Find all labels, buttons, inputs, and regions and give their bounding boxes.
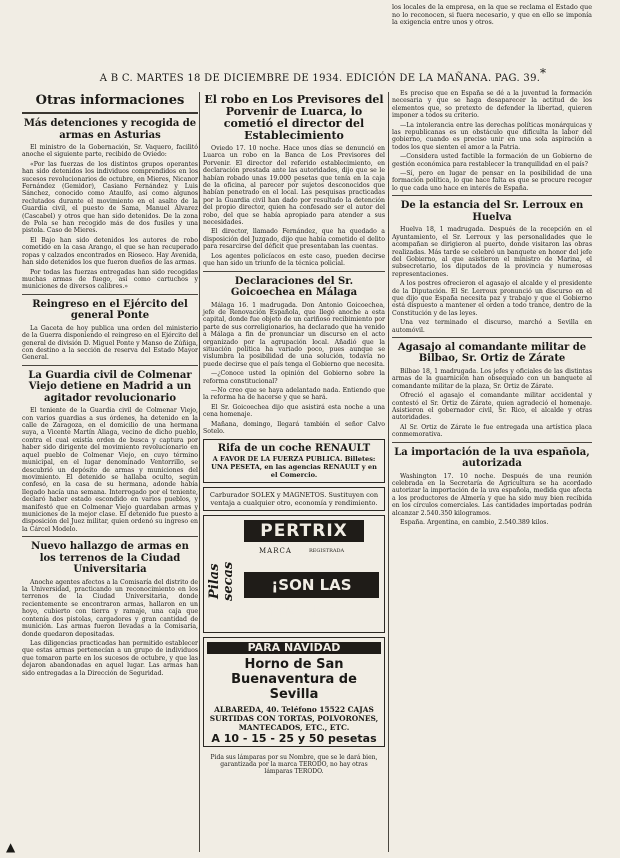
ad-side-text: Pilas secas bbox=[207, 561, 236, 602]
article-paragraph: Es preciso que en España se dé a la juventud la formación necesaria y que se haga desaparecer la actitud de los elementos que, so pretexto de defender la libertad, quieren imponer a todos su criterio. bbox=[392, 90, 592, 120]
ad-marca: MARCA bbox=[259, 547, 292, 556]
divider bbox=[392, 337, 592, 338]
article-paragraph: Los agentes policíacos en este caso, pueden decirse que han sido un triunfo de la técnica policial. bbox=[203, 252, 385, 268]
article-title: Nuevo hallazgo de armas en los terrenos de la Ciudad Universitaria bbox=[31, 541, 189, 576]
article-title: Declaraciones del Sr. Goicoechea en Málaga bbox=[230, 275, 358, 298]
column-3 bbox=[392, 90, 592, 528]
article-paragraph: Washington 17. 10 noche. Después de una reunión celebrada en la Secretaría de Agricultura se ha acordado autorizar la importación de la uva española, medida que afecta a los productores de Almería y que ha sido muy bien recibida en los círculos comerciales. Las cantidades importadas podrán alcanzar 2.540.350 kilogramos. bbox=[392, 472, 592, 517]
article-paragraph: Las diligencias practicadas han permitido establecer que estas armas pertenecían a un grupo de individuos que tomaron parte en los sucesos de octubre, y que las dejaron abandonadas en aquel lugar. Las armas han sido entregadas a la Dirección de Seguridad. bbox=[22, 639, 198, 677]
article-title: El robo en Los Previsores del Porvenir de Luarca, lo cometió el director del Establecimiento bbox=[204, 93, 384, 142]
column-1 bbox=[22, 90, 198, 679]
article-paragraph: —Considera usted factible la formación de un Gobierno de gestión económica para restablecer la tranquilidad en el país? bbox=[392, 153, 592, 168]
renault-raffle-ad bbox=[203, 439, 385, 483]
article-paragraph: El teniente de la Guardia civil de Colmenar Viejo, con varios guardias a sus órdenes, ha detenido en la calle de Zaragoza, en el domicilio de una hermana suya, a Vicente Martín Aliaga, vecino de dicho pueblo, contra el cual existía orden de busca y captura por haber sido dirigente del movimiento revolucionario en aquel pueblo de Colmenar Viejo, en cuyo término municipal, en el lugar denominado Ventorrillo, se descubrió un depósito de armas y municiones del movimiento. El detenido se hallaba oculto, según confesó, en la casa de su hermana, adonde había llegado hacía una semana. Interrogado por el teniente, declaró haber estado escondido en varios pueblos, y manifestó que en Colmenar Viejo guardaban armas y municiones de la mejor clase. El detenido fue puesto a disposición del Juez militar, quien ordenó su ingreso en la Cárcel Modelo. bbox=[22, 407, 198, 533]
article-paragraph: Huelva 18, 1 madrugada. Después de la recepción en el Ayuntamiento, el Sr. Lerroux y las personalidades que le acompañan se dirigieron al puerto, donde visitaron las obras realizadas. Más tarde se celebró un banquete en honor del jefe del Gobierno, al que asistieron el ministro de Marina, el subsecretario, los diputados de la provincia y numerosas representaciones. bbox=[392, 226, 592, 278]
corner-mark: ▲ bbox=[6, 840, 16, 854]
article-paragraph: La Gaceta de hoy publica una orden del ministerio de la Guerra disponiendo el reingreso en el Ejército del general de división D. Miguel Ponte y Manso de Zúñiga, con destino a la sección de reserva del Estado Mayor General. bbox=[22, 324, 198, 362]
article-paragraph: Bilbao 18, 1 madrugada. Los jefes y oficiales de las distintas armas de la guarnición han obsequiado con un banquete al comandante militar de la plaza, Sr. Ortiz de Zárate. bbox=[392, 367, 592, 390]
ad-slogan: ¡SON LAS MEJORES! bbox=[244, 572, 379, 598]
article-paragraph: Al Sr. Ortiz de Zárate le fue entregada una artística placa conmemorativa. bbox=[392, 423, 592, 439]
page-header: A B C. MARTES 18 DE DICIEMBRE DE 1934. EDICIÓN DE LA MAÑANA. PAG. 39. bbox=[99, 73, 541, 84]
article-paragraph: El Sr. Goicoechea dijo que asistirá esta noche a una cena homenaje. bbox=[203, 403, 385, 419]
article-paragraph: El ministro de la Gobernación, Sr. Vaquero, facilitó anoche el siguiente parte, recibido de Oviedo: bbox=[22, 144, 198, 159]
divider bbox=[22, 365, 198, 366]
ad-registered: REGISTRADA bbox=[309, 548, 345, 555]
ad-body: A FAVOR DE LA FUERZA PUBLICA. Billetes: UNA PESETA, en las agencias RENAULT y en el Comercio. bbox=[211, 455, 377, 480]
article-paragraph: —La intolerancia entre las derechas políticas monárquicas y las republicanas es un obstáculo que dificulta la labor del gobierno, cuando es preciso unir en una sola aspiración a todos los que sienten el amor a la Patria. bbox=[392, 121, 592, 151]
section-title: Otras informaciones bbox=[35, 93, 185, 108]
divider bbox=[22, 294, 198, 295]
article-paragraph: El director, llamado Fernández, que ha quedado a disposición del Juzgado, dijo que había cometido el delito para resarcirse del déficit que presentaban las cuentas. bbox=[203, 228, 385, 251]
ad-headline: PARA NAVIDAD bbox=[207, 642, 381, 653]
article-title: Agasajo al comandante militar de Bilbao, Sr. Ortiz de Zárate bbox=[397, 341, 587, 365]
article-title: La Guardia civil de Colmenar Viejo detiene en Madrid a un agitador revolucionario bbox=[28, 369, 192, 404]
ad-body: ALBAREDA, 40. Teléfono 15522 CAJAS SURTIDAS CON TORTAS, POLVORONES, MANTECADOS, ETC., ETC. bbox=[209, 704, 379, 732]
divider bbox=[392, 442, 592, 443]
divider bbox=[203, 271, 385, 272]
ad-prices: A 10 - 15 - 25 y 50 pesetas bbox=[211, 731, 377, 745]
top-continuation-text: los locales de la empresa, en la que se reclama el Estado que no lo reconocen, si fuera necesario, y que en ello se imponía la exigencia entre unos y otros. bbox=[392, 3, 592, 27]
column-rule bbox=[388, 92, 389, 852]
divider bbox=[392, 195, 592, 196]
article-paragraph: —No creo que se haya adelantado nada. Entiendo que la reforma ha de hacerse y que se hará. bbox=[203, 386, 385, 402]
article-title: La importación de la uva española, autorizada bbox=[394, 446, 590, 470]
article-paragraph: Ofreció el agasajo el comandante militar accidental y contestó el Sr. Ortiz de Zárate, quien agradeció el homenaje. Asistieron el gobernador civil, Sr. Rico, el alcalde y otras autoridades. bbox=[392, 392, 592, 422]
divider bbox=[22, 536, 198, 537]
article-paragraph: —Sí, pero en lugar de pensar en la posibilidad de una formación política, lo que hace falta es que se procure recoger lo que cada uno hace en interés de España. bbox=[392, 170, 592, 192]
article-paragraph: Una vez terminado el discurso, marchó a Sevilla en automóvil. bbox=[392, 319, 592, 334]
article-paragraph: —¿Conoce usted la opinión del Gobierno sobre la reforma constitucional? bbox=[203, 370, 385, 385]
pertrix-ad bbox=[203, 515, 385, 633]
ad-brand: Horno de San Buenaventura de Sevilla bbox=[231, 656, 357, 702]
header-mark: * bbox=[540, 66, 546, 80]
article-paragraph: El Bajo han sido detenidos los autores de robo cometido en la casa Arango, el que se han recuperado ropas y calzados encontrados en Rioseco. Hay Avenida, han sido detenidos los que fueron dueños de las armas. bbox=[22, 236, 198, 267]
article-title: De la estancia del Sr. Lerroux en Huelva bbox=[400, 200, 584, 223]
article-paragraph: Anoche agentes afectos a la Comisaría del distrito de la Universidad, practicando un reconocimiento en los terrenos de la Ciudad Universitaria, donde recientemente se encontraron armas, hallaron en un hoyo, cubierto con tierra y ramaje, una caja que contenía dos pistolas, cargadores y gran cantidad de munición. Las armas fueron llevadas a la Comisaría, donde quedaron depositadas. bbox=[22, 578, 198, 638]
pertrix-logo: PERTRIX bbox=[244, 520, 364, 542]
terodo-ad: Pida sus lámparas por su Nombre, que se le dará bien, garantizada por la marca TERODO, no hay otras lámparas TERODO. bbox=[210, 754, 378, 776]
article-paragraph: Por todas las fuerzas entregadas han sido recogidas muchas armas de fuego, así como cartuchos y municiones de diversos calibres.» bbox=[22, 268, 198, 291]
article-paragraph: Oviedo 17. 10 noche. Hace unos días se denunció en Luarca un robo en la Banca de Los Previsores del Porvenir. El director del referido establecimiento, en declaración prestada ante las autoridades, dijo que se le habían robado unas 19.000 pesetas que tenía en la caja de la oficina, al parecer por sujetos desconocidos que habían penetrado en el local. Las pesquisas practicadas por la Guardia civil han dado por resultado la detención del propio director, quien ha confesado ser el autor del robo, del que se había apropiado para atender a sus necesidades. bbox=[203, 145, 385, 227]
article-paragraph: España. Argentina, en cambio, 2.540.389 kilos. bbox=[400, 519, 549, 527]
column-2 bbox=[203, 90, 385, 782]
article-paragraph: Málaga 16. 1 madrugada. Don Antonio Goicoechea, jefe de Renovación Española, que llegó anoche a esta capital, donde fue objeto de un cariñoso recibimiento por parte de sus correligionarios, ha declarado que ha venido a Málaga a fin de pronunciar un discurso en el acto organizado por la agrupación local. Añadió que la situación política ha variado poco, pues aunque se vislumbra la posibilidad de una solución, todavía no puede decirse que el país tenga el Gobierno que necesita. bbox=[203, 301, 385, 368]
solex-ad: Carburador SOLEX y MAGNETOS. Sustituyen con ventaja a cualquier otro, economía y rendimiento. bbox=[203, 487, 385, 511]
article-paragraph: Mañana, domingo, llegará también el señor Calvo Sotelo. bbox=[203, 420, 385, 435]
article-paragraph: «Por las fuerzas de los distintos grupos operantes han sido detenidos los individuos comprendidos en los sucesos revolucionarios de octubre, en Mieres, Nicanor Fernández (Gemidor), Casiano Fernández y Luis Sánchez, conocido como Ataulfo, así como algunos reclutados durante el movimiento en el asalto de la Guardia civil, el puesto de Sama, Manuel Álvarez (Cascabel) y otros que han sido detenidos. De la zona de Pola se han recogido más de dos fusiles y una pistola. Caso de Mieres. bbox=[22, 160, 198, 235]
article-title: Reingreso en el Ejército del general Ponte bbox=[32, 298, 188, 322]
ad-headline: Rifa de un coche RENAULT bbox=[217, 443, 371, 455]
horno-ad bbox=[203, 637, 385, 747]
divider bbox=[22, 112, 198, 114]
column-rule bbox=[199, 92, 200, 852]
article-title: Más detenciones y recogida de armas en Asturias bbox=[23, 118, 197, 141]
article-paragraph: A los postres ofrecieron el agasajo el alcalde y el presidente de la Diputación. El Sr. Lerroux pronunció un discurso en el que dijo que España necesita paz y trabajo y que el Gobierno está dispuesto a mantener el orden a todo trance, dentro de la Constitución y de las leyes. bbox=[392, 280, 592, 317]
